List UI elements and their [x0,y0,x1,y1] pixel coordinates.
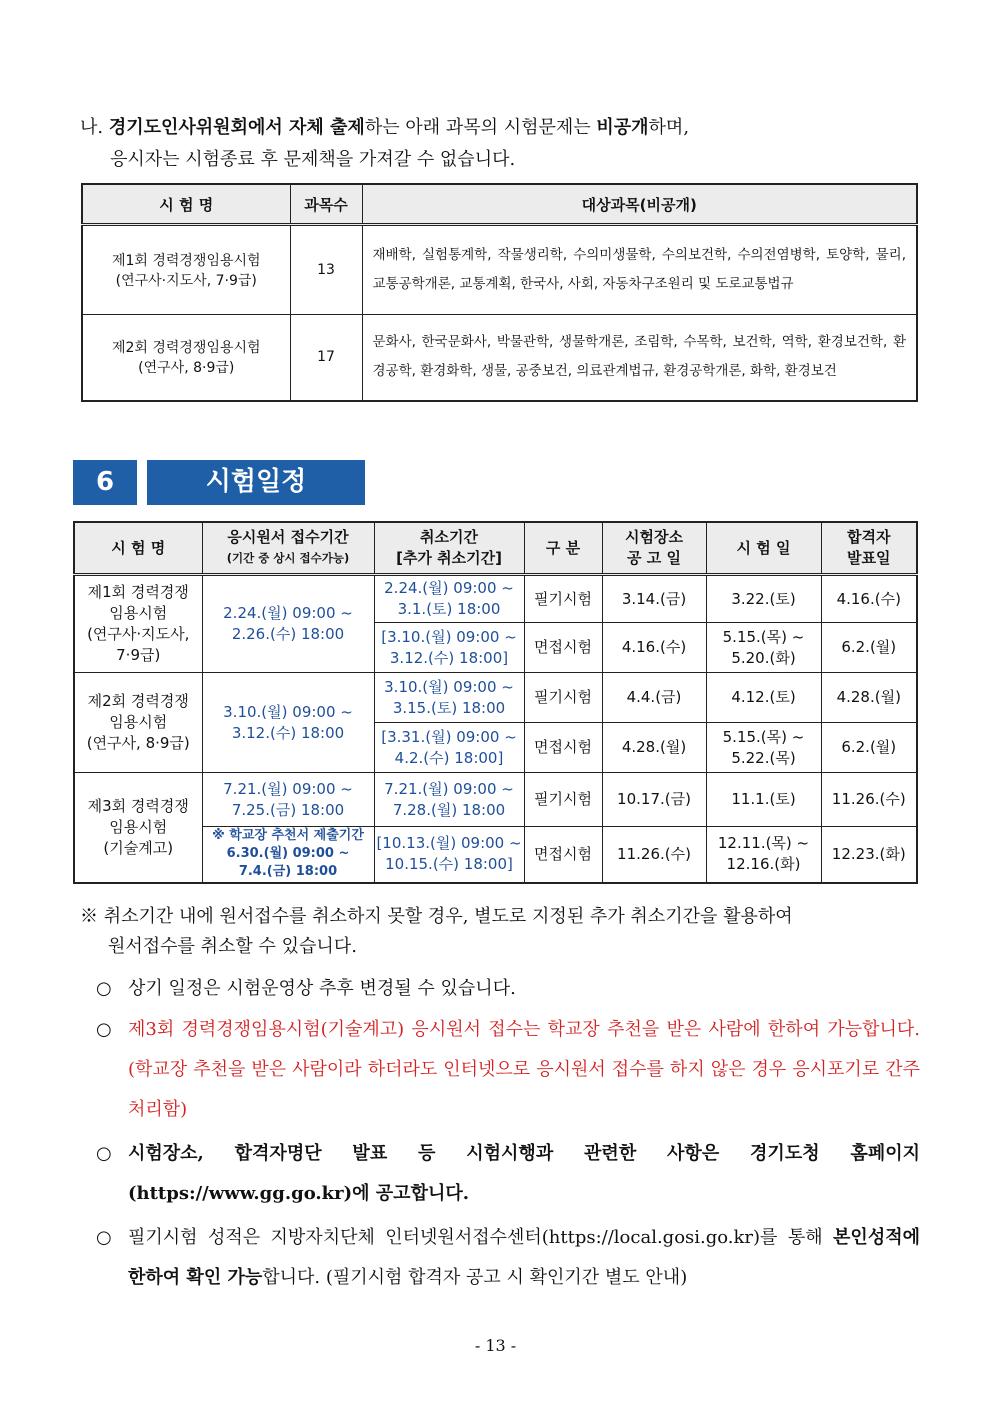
result-date: 6.2.(월) [821,623,917,673]
exam-name [82,315,290,401]
apply-period [202,575,374,673]
bullet-mark: ○ [96,1227,112,1248]
intro-text-1: 하는 아래 과목의 시험문제는 [364,117,597,138]
subject-list: 재배학, 실험통계학, 작물생리학, 수의미생물학, 수의보건학, 수의전염병학, 토양학, 물리, 교통공학개론, 교통계획, 한국사, 사회, 자동차구조원리 및 도로교통법규 [362,225,917,315]
apply-period [202,673,374,773]
header-venue-notice [602,522,706,575]
note-line-2: 원서접수를 취소할 수 있습니다. [108,936,357,957]
table-row [74,575,917,623]
venue-notice-date: 10.17.(금) [602,773,706,827]
round-name-line: 7·9급) [116,646,161,664]
apply-period-line: 7.25.(금) 18:00 [231,800,345,819]
apply-period-line: 7.21.(월) 09:00 ~ [223,779,353,798]
venue-notice-date: 4.16.(수) [602,623,706,673]
exam-date-line: 5.15.(목) ~ [722,627,805,646]
round-name-line: 제1회 경력경쟁 [87,583,189,601]
exam-date [706,723,821,773]
extra-cancel-period [374,827,524,883]
subject-count: 13 [290,225,362,315]
intro-bold-2: 비공개 [596,117,649,138]
note-line-1: 취소기간 내에 원서접수를 취소하지 못할 경우, 별도로 지정된 추가 취소기간을 활용하여 [103,906,793,927]
cancel-period [374,673,524,723]
exam-type: 필기시험 [524,773,602,827]
cancel-period [374,575,524,623]
section-title: 시험일정 [147,460,365,505]
exam-name-line: 제2회 경력경쟁임용시험 [111,340,261,357]
extra-cancel-period [374,723,524,773]
intro-bold-1: 경기도인사위원회에서 자체 출제 [108,117,365,138]
round-name [74,773,202,883]
exam-date-line: 12.16.(화) [726,855,801,874]
header-subject-count: 과목수 [290,184,362,225]
result-date: 6.2.(월) [821,723,917,773]
bullet-bold-part: 본인성적에 한하여 확인 가능 [128,1227,920,1288]
result-date: 11.26.(수) [821,773,917,827]
apply-period-line: 2.24.(월) 09:00 ~ [223,604,353,622]
venue-notice-date: 3.14.(금) [602,575,706,623]
note-line: 6.30.(월) 09:00 ~ [226,846,350,862]
exam-date-line: 12.11.(목) ~ [717,834,810,853]
bullet-text: 제3회 경력경쟁임용시험(기술계고) 응시원서 접수는 학교장 추천을 받은 사람에 한하여 가능합니다.(학교장 추천을 받은 사람이라 하더라도 인터넷으로 응시원서 접수를 하지 않은 경우 응시포기로 간주 처리함) [128,1019,920,1120]
exam-type: 면접시험 [524,827,602,883]
table-row [82,315,917,401]
extra-cancel-period [374,623,524,673]
cancel-line: [3.10.(월) 09:00 ~ [381,627,517,646]
exam-date: 3.22.(토) [706,575,821,623]
school-recommendation-note [202,827,374,883]
exam-date: 11.1.(토) [706,773,821,827]
bullet-item [96,969,920,1009]
round-name-line: (기술계고) [103,838,174,857]
apply-period-line: 3.12.(수) 18:00 [231,723,345,742]
result-date: 12.23.(화) [821,827,917,883]
note-line: ※ 학교장 추천서 제출기간 [212,828,364,844]
note-mark: ※ [80,906,98,927]
header-apply-period [202,522,374,575]
round-name [74,673,202,773]
header-cancel-period [374,522,524,575]
bullet-item [96,1218,920,1298]
header-cancel-sub: [추가 취소기간] [396,549,502,567]
venue-notice-date: 4.28.(월) [602,723,706,773]
bullet-item [96,1010,920,1130]
exam-date [706,623,821,673]
subject-list: 문화사, 한국문화사, 박물관학, 생물학개론, 조림학, 수목학, 보건학, 역학, 환경보건학, 환경공학, 환경화학, 생물, 공중보건, 의료관계법규, 환경공학개론, 화학, 환경보건 [362,315,917,401]
table-row [74,673,917,723]
apply-period-line: 2.26.(수) 18:00 [231,625,345,643]
table-row [82,225,917,315]
bullet-item [96,1134,920,1214]
page-number: - 13 - [474,1336,517,1355]
exam-type: 필기시험 [524,673,602,723]
note-line: 7.4.(금) 18:00 [238,864,338,880]
cancel-line: 7.21.(월) 09:00 ~ [384,779,514,798]
header-venue-line: 시험장소 [625,528,683,546]
apply-period-line: 3.10.(월) 09:00 ~ [223,702,353,721]
intro-text-2: 하며, [648,117,690,138]
cancel-line: 7.28.(월) 18:00 [392,800,506,819]
round-name-line: (연구사, 8·9급) [86,734,190,752]
exam-name-line: (연구사, 8·9급) [138,360,235,377]
header-result-line: 발표일 [847,549,891,567]
table-header-row [74,522,917,575]
round-name-line: 임용시험 [109,713,168,731]
apply-period [202,773,374,827]
exam-name [82,225,290,315]
round-name-line: 임용시험 [109,604,168,622]
non-public-subjects-table [81,183,918,402]
cancel-line: 2.24.(월) 09:00 ~ [384,579,514,597]
intro-marker: 나. [80,117,104,138]
cancel-line: 4.2.(수) 18:00] [394,748,504,767]
header-apply-label: 응시원서 접수기간 [227,528,349,546]
header-result-date [821,522,917,575]
intro-line-2: 응시자는 시험종료 후 문제책을 가져갈 수 없습니다. [110,149,516,170]
exam-type: 필기시험 [524,575,602,623]
result-date: 4.16.(수) [821,575,917,623]
exam-date: 4.12.(토) [706,673,821,723]
exam-schedule-table [73,521,918,884]
venue-notice-date: 11.26.(수) [602,827,706,883]
round-name-line: (연구사·지도사, [87,625,190,643]
header-exam-date: 시 험 일 [706,522,821,575]
table-header-row [82,184,917,225]
cancel-line: 3.1.(토) 18:00 [397,600,501,618]
cancel-line: [3.31.(월) 09:00 ~ [381,727,517,746]
exam-date-line: 5.20.(화) [731,648,796,667]
header-type: 구 분 [524,522,602,575]
table-row [74,773,917,827]
header-result-line: 합격자 [847,528,891,546]
exam-name-line: 제1회 경력경쟁임용시험 [111,253,261,269]
cancel-line: 10.15.(수) 18:00] [385,855,513,874]
bullet-text: 시험장소, 합격자명단 발표 등 시험시행과 관련한 사항은 경기도청 홈페이지 (https://www.gg.go.kr)에 공고합니다. [128,1143,920,1204]
exam-date [706,827,821,883]
exam-type: 면접시험 [524,723,602,773]
subject-count: 17 [290,315,362,401]
round-name [74,575,202,673]
cancel-note [80,902,920,962]
exam-name-line: (연구사·지도사, 7·9급) [115,273,257,289]
section-number: 6 [73,460,137,505]
header-apply-sub: (기간 중 상시 접수가능) [226,551,350,565]
header-subjects: 대상과목(비공개) [362,184,917,225]
round-name-line: 제2회 경력경쟁 [87,692,189,710]
round-name-line: 임용시험 [109,817,168,836]
bullet-text-part: 필기시험 성적은 지방자치단체 인터넷원서접수센터(https://local.gosi.go.kr)를 통해 [128,1227,834,1248]
cancel-line: [10.13.(월) 09:00 ~ [376,834,522,853]
cancel-line: 3.12.(수) 18:00] [389,648,509,667]
header-cancel-label: 취소기간 [420,528,478,546]
bullet-text-part: 합니다. (필기시험 합격자 공고 시 확인기간 별도 안내) [262,1267,688,1288]
bullet-mark: ○ [96,1019,112,1040]
bullet-text: 상기 일정은 시험운영상 추후 변경될 수 있습니다. [128,978,516,999]
venue-notice-date: 4.4.(금) [602,673,706,723]
cancel-line: 3.15.(토) 18:00 [392,698,506,717]
exam-date-line: 5.22.(목) [731,748,796,767]
bullet-text [128,1218,920,1298]
bullet-mark: ○ [96,1143,112,1164]
exam-date-line: 5.15.(목) ~ [722,727,805,746]
exam-type: 면접시험 [524,623,602,673]
header-exam-name: 시 험 명 [82,184,290,225]
header-exam-name: 시 험 명 [74,522,202,575]
intro-paragraph [80,112,920,176]
result-date: 4.28.(월) [821,673,917,723]
round-name-line: 제3회 경력경쟁 [87,796,189,815]
header-venue-line: 공 고 일 [627,549,681,567]
bullet-mark: ○ [96,978,112,999]
cancel-period [374,773,524,827]
cancel-line: 3.10.(월) 09:00 ~ [384,677,514,696]
